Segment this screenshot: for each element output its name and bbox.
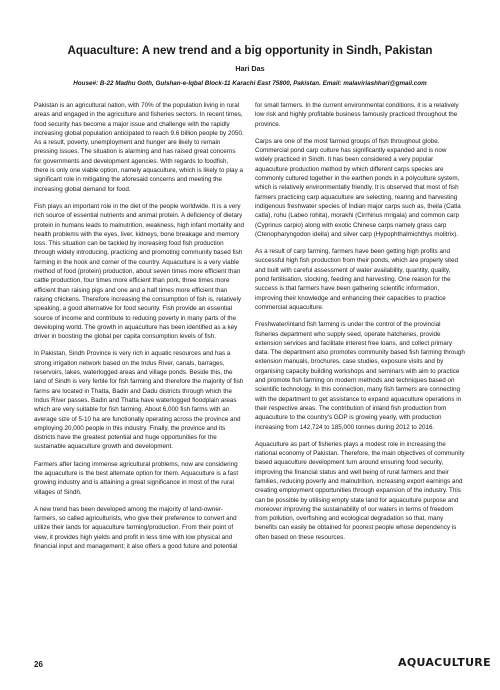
body-paragraph: In Pakistan, Sindh Province is very rich in aquatic resources and has a strong irrigation network based on the Indus River, canals, barrages, reservoirs, lakes, waterlogged areas and village ponds. Beside this, the land of Sindh is very fertile for fish farming and therefore the majority of fish farms are located in Thatta, Badin and Dadu districts through which the Indus River passes. Badin and Thatta have waterlogged floodplain areas which are very suitable for fish farming. About 6,000 fish farms with an average size of 5-10 ha are functionally operating across the province and employing 20,000 people in this industry. Finally, the province and its districts have the greatest potential and huge opportunities for the sustainable aquaculture growth and development. — [34, 350, 244, 451]
magazine-logo: AQUACULTURE — [398, 656, 491, 669]
left-column — [34, 101, 244, 559]
body-paragraph: Aquaculture as part of fisheries plays a modest role in increasing the national economy of Pakistan. Therefore, the main objectives of community based aquaculture development turn around ensuring food security, improving the financial status and well being of rural farmers and their families, reducing poverty and malnutrition, increasing export earnings and creating employment opportunities through expansion of the industry. This can be possible by utilising empty state land for aquaculture purpose and moreover improving the sustainability of our waters in terms of freedom from pollution, overfishing and ecological degradation so that, many benefits can easily be obtained for poorest people whose dependency is often based on these resources. — [255, 440, 465, 541]
author-affiliation: House#: B-22 Madhu Goth, Gulshan-e-Iqbal Block-11 Karachi East 75800, Pakistan. Email: malaviriashhari@gmail.com — [73, 80, 427, 87]
body-paragraph: Carps are one of the most farmed groups of fish throughout globe. Commercial pond carp culture has significantly expanded and is now widely practiced in Sindh. It has been considered a very popular aquaculture production method by which different carps species are commonly cultured together in the earthen ponds in a polyculture system, which is relatively environmentally friendly. It is observed that most of fish farmers practicing carp aquaculture are selecting, rearing and harvesting indigenous freshwater species of Indian major carps such as, theila (Catla catla), rohu (Labeo rohita), morakhi (Cirrhinus mrigala) and common carp (Cyprinus carpio) along with exotic Chinese carps namely grass carp (Ctenopharyngodon idella) and silver carp (Hypophthalmichthys molitrix). — [255, 137, 461, 238]
body-paragraph: Fish plays an important role in the diet of the people worldwide. It is a very rich source of essential nutrients and animal protein. A deficiency of dietary protein in humans leads to malnutrition, weakness, high infant mortality and health problems with the eyes, liver, kidneys, bone breakage and memory loss. This situation can be tackled by increasing food fish production through widely introducing, practicing and promoting community based fish farming in the hook and corner of the country. Aquaculture is a very viable method of food (protein) production, about seven times more efficient than cattle production, four times more efficient than pork, three times more efficient than raising pigs and one and a half times more efficient than raising chickens. Therefore increasing the consumption of fish is, relatively speaking, a good alternative for food security. Fish provide an essential source of income and contribute to reducing poverty in many parts of the developing world. The growth in aquaculture has been identified as a key driver in boosting the global per capita consumption levels of fish. — [34, 202, 245, 341]
body-paragraph: for small farmers. In the current environmental conditions, it is a relatively low risk and highly profitable business famously practiced throughout the province. — [255, 102, 459, 128]
body-paragraph: Farmers after facing immense agricultural problems, now are considering the aquaculture is the best alternate option for them. Aquaculture is a fast growing industry and is attaining a great significance in most of the rural villages of Sindh. — [34, 460, 239, 496]
article-title: Aquaculture: A new trend and a big opportunity in Sindh, Pakistan — [67, 44, 433, 57]
body-paragraph: Freshwater/inland fish farming is under the control of the provincial fisheries department who supply seed, operate hatcheries, provide extension services and facilitate interest free loans, and collect primary data. The department also promotes community based fish farming through extension manuals, brochures, case studies, exposure visits and by organising capacity building workshops and seminars with aim to practice and promote fish farming on modern methods and techniques based on scientific technology. In this connection, many fish farmers are connecting with the department to get assistance to expand aquaculture operations in their respective areas. The contribution of inland fish production from aquaculture to the country's GDP is growing yearly, with production increasing from 142,724 to 185,000 tonnes during 2012 to 2016. — [255, 321, 465, 431]
body-paragraph: As a result of carp farming, farmers have been getting high profits and successful high fish production from their ponds, which are properly sited and built with careful assessment of water availability, quantity, quality, pond fertilisation, stocking, feeding and harvesting. One reason for the success is that farmers have been gathering scientific information, improving their knowledge and enhancing their capacities to practice commercial aquaculture. — [255, 248, 459, 311]
body-paragraph: Pakistan is an agricultural nation, with 70% of the population living in rural areas and engaged in the agriculture and fisheries sectors. In recent times, food security has become a major issue and challenge with the rapidly increasing global population anticipated to reach 9.6 billion people by 2050. As a result, poverty, unemployment and hunger are likely to remain pressing issues. The situation is alarming and has raised great concerns for governments and development agencies. With regards to foodfish, there is only one viable option, namely aquaculture, which is likely to play a significant role in mitigating the aforesaid concerns and meeting the increasing global demand for food. — [34, 102, 244, 193]
author-name: Hari Das — [235, 64, 265, 73]
body-paragraph: A new trend has been developed among the majority of land-owner-farmers, so called agriculturists, who give their preference to convert and utilize their lands for aquaculture farming/production. From their point of view, it provides high yields and profit in less time with low physical and financial input and management; it also offers a good future and potential — [34, 505, 238, 551]
right-column — [255, 101, 465, 550]
page-number: 26 — [34, 660, 43, 669]
